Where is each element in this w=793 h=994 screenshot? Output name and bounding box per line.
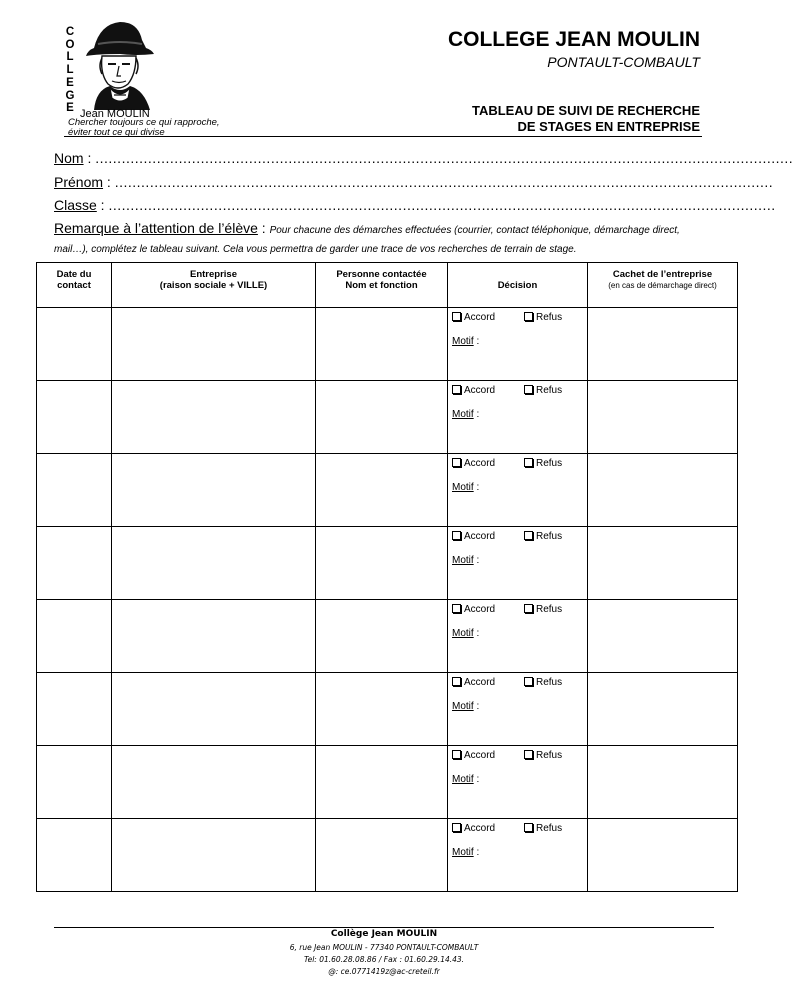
table-row [37,673,738,746]
college-logo [62,18,222,136]
header-text: contact [57,280,91,291]
refus-checkbox[interactable] [524,458,562,469]
motif-field[interactable] [452,847,479,858]
footer-divider [54,927,714,928]
motif-field[interactable] [452,628,479,639]
motto-line: éviter tout ce qui divise [68,126,165,138]
refus-checkbox[interactable] [524,531,562,542]
personne-cell[interactable] [316,819,448,892]
refus-label: Refus [536,312,563,323]
motif-label: Motif [452,409,474,420]
motif-label: Motif [452,701,474,712]
cachet-cell[interactable] [588,454,738,527]
refus-checkbox[interactable] [524,604,562,615]
personne-cell[interactable] [316,600,448,673]
prenom-dotted-line: ...................................................................................................................................................... [114,174,774,190]
refus-checkbox[interactable] [524,750,562,761]
motif-field[interactable] [452,774,479,785]
motif-colon: : [473,774,480,785]
header-divider [64,136,702,137]
decision-cell [448,527,588,600]
motif-field[interactable] [452,336,479,347]
checkbox-icon [524,604,533,613]
motif-label: Motif [452,847,474,858]
checkbox-icon [452,312,461,321]
motif-colon: : [473,482,480,493]
footer-phone: Tel: 01.60.28.08.86 / Fax : 01.60.29.14.43. [303,955,465,964]
checkbox-icon [524,823,533,832]
decision-cell [448,600,588,673]
table-row [37,746,738,819]
accord-label: Accord [464,823,496,834]
header-text: Cachet de l’entreprise [612,269,713,280]
decision-cell [448,673,588,746]
decision-cell [448,381,588,454]
footer-address: 6, rue Jean MOULIN - 77340 PONTAULT-COMBAULT [289,943,479,952]
personne-cell[interactable] [316,308,448,381]
cachet-cell[interactable] [588,381,738,454]
portrait-illustration [80,18,158,110]
checkbox-icon [524,458,533,467]
accord-label: Accord [464,604,496,615]
classe-dotted-line: ........................................................................................................................................................ [108,197,776,213]
remark-text: Pour chacune des démarches effectuées (courrier, contact téléphonique, démarchage direct, mail…), complétez le tableau suivant. Cela vous permettra de garder une trace de vos recherches de terrain de stage. [54,225,680,255]
student-remark [54,220,714,258]
motif-label: Motif [452,628,474,639]
entreprise-cell[interactable] [112,746,316,819]
accord-label: Accord [464,312,496,323]
cachet-cell[interactable] [588,308,738,381]
checkbox-icon [452,458,461,467]
accord-label: Accord [464,531,496,542]
accord-label: Accord [464,677,496,688]
motif-colon: : [473,409,480,420]
checkbox-icon [524,312,533,321]
date-cell[interactable] [37,673,112,746]
logo-vertical-letters [64,26,76,115]
motif-colon: : [473,701,480,712]
table-row [37,308,738,381]
personne-cell[interactable] [316,673,448,746]
entreprise-cell[interactable] [112,381,316,454]
nom-label: Nom [54,150,84,166]
motif-field[interactable] [452,701,479,712]
refus-checkbox[interactable] [524,823,562,834]
refus-checkbox[interactable] [524,385,562,396]
footer-school-name: Collège Jean MOULIN [330,929,438,939]
header-cachet [588,263,738,308]
accord-checkbox[interactable] [452,677,495,688]
table-row [37,600,738,673]
decision-cell [448,746,588,819]
table-row [37,454,738,527]
entreprise-cell[interactable] [112,600,316,673]
refus-label: Refus [536,677,563,688]
date-cell[interactable] [37,819,112,892]
personne-cell[interactable] [316,454,448,527]
entreprise-cell[interactable] [112,308,316,381]
tracking-table [36,262,738,892]
logo-name: Jean MOULIN [80,108,150,120]
refus-label: Refus [536,604,563,615]
personne-cell[interactable] [316,527,448,600]
document-title-line: TABLEAU DE SUIVI DE RECHERCHE [471,103,700,118]
prenom-label: Prénom [54,174,104,190]
header-text: Nom et fonction [345,280,418,291]
field-separator: : [83,150,96,166]
decision-cell [448,308,588,381]
date-cell[interactable] [37,527,112,600]
accord-label: Accord [464,458,496,469]
refus-label: Refus [536,385,563,396]
classe-field[interactable] [54,197,776,213]
motif-label: Motif [452,482,474,493]
date-cell[interactable] [37,308,112,381]
checkbox-icon [452,531,461,540]
footer-email: @: ce.0771419z@ac-creteil.fr [328,967,440,976]
logo-letter: L [66,64,74,77]
motif-label: Motif [452,774,474,785]
refus-label: Refus [536,750,563,761]
checkbox-icon [452,604,461,613]
remark-colon: : [257,220,270,236]
field-separator: : [96,197,109,213]
nom-field[interactable] [54,150,793,166]
accord-checkbox[interactable] [452,385,495,396]
personne-cell[interactable] [316,746,448,819]
motif-label: Motif [452,555,474,566]
accord-label: Accord [464,750,496,761]
header-personne [316,263,448,308]
nom-dotted-line: ............................................................................................................................................................... [95,150,793,166]
header-entreprise [112,263,316,308]
date-cell[interactable] [37,381,112,454]
checkbox-icon [452,750,461,759]
checkbox-icon [524,531,533,540]
motif-field[interactable] [452,555,479,566]
header-text: (raison sociale + VILLE) [159,280,268,291]
table-header-row [37,263,738,308]
personne-cell[interactable] [316,381,448,454]
prenom-field[interactable] [54,174,774,190]
accord-label: Accord [464,385,496,396]
date-cell[interactable] [37,454,112,527]
refus-label: Refus [536,531,563,542]
motif-colon: : [473,628,480,639]
logo-motto [68,118,220,137]
classe-label: Classe [54,197,97,213]
motif-colon: : [473,555,480,566]
header-text: Entreprise [190,269,237,280]
cachet-cell[interactable] [588,600,738,673]
table-row [37,381,738,454]
document-title-line: DE STAGES EN ENTREPRISE [517,119,700,134]
motif-field[interactable] [452,482,479,493]
logo-letter: O [65,38,75,51]
decision-cell [448,819,588,892]
document-title [472,103,700,135]
date-cell[interactable] [37,746,112,819]
logo-letter: G [65,89,75,102]
header-date [37,263,112,308]
motif-colon: : [473,336,480,347]
accord-checkbox[interactable] [452,312,495,323]
checkbox-icon [452,677,461,686]
logo-letter: L [66,51,74,64]
school-title: COLLEGE JEAN MOULIN [447,28,700,51]
school-city: PONTAULT-COMBAULT [547,54,700,70]
remark-label: Remarque à l’attention de l’élève [54,220,258,236]
refus-label: Refus [536,458,563,469]
entreprise-cell[interactable] [112,673,316,746]
field-separator: : [103,174,115,190]
refus-label: Refus [536,823,563,834]
accord-checkbox[interactable] [452,458,495,469]
accord-checkbox[interactable] [452,750,495,761]
refus-checkbox[interactable] [524,312,562,323]
decision-cell [448,454,588,527]
entreprise-cell[interactable] [112,819,316,892]
refus-checkbox[interactable] [524,677,562,688]
date-cell[interactable] [37,600,112,673]
header-text: Décision [497,279,538,291]
entreprise-cell[interactable] [112,527,316,600]
checkbox-icon [524,677,533,686]
motif-colon: : [473,847,480,858]
checkbox-icon [452,385,461,394]
checkbox-icon [524,385,533,394]
header-decision [448,263,588,308]
table-row [37,527,738,600]
accord-checkbox[interactable] [452,604,495,615]
checkbox-icon [452,823,461,832]
cachet-cell[interactable] [588,819,738,892]
logo-letter: E [66,102,74,115]
cachet-cell[interactable] [588,673,738,746]
cachet-cell[interactable] [588,746,738,819]
accord-checkbox[interactable] [452,823,495,834]
logo-letter: C [65,26,75,38]
header-subtext: (en cas de démarchage direct) [608,281,717,290]
motif-label: Motif [452,336,474,347]
table-row [37,819,738,892]
header-text: Date du [56,269,92,280]
logo-letter: E [66,76,74,89]
accord-checkbox[interactable] [452,531,495,542]
entreprise-cell[interactable] [112,454,316,527]
cachet-cell[interactable] [588,527,738,600]
header-text: Personne contactée [336,269,427,280]
motif-field[interactable] [452,409,479,420]
checkbox-icon [524,750,533,759]
motto-line: Chercher toujours ce qui rapproche, [68,117,220,128]
